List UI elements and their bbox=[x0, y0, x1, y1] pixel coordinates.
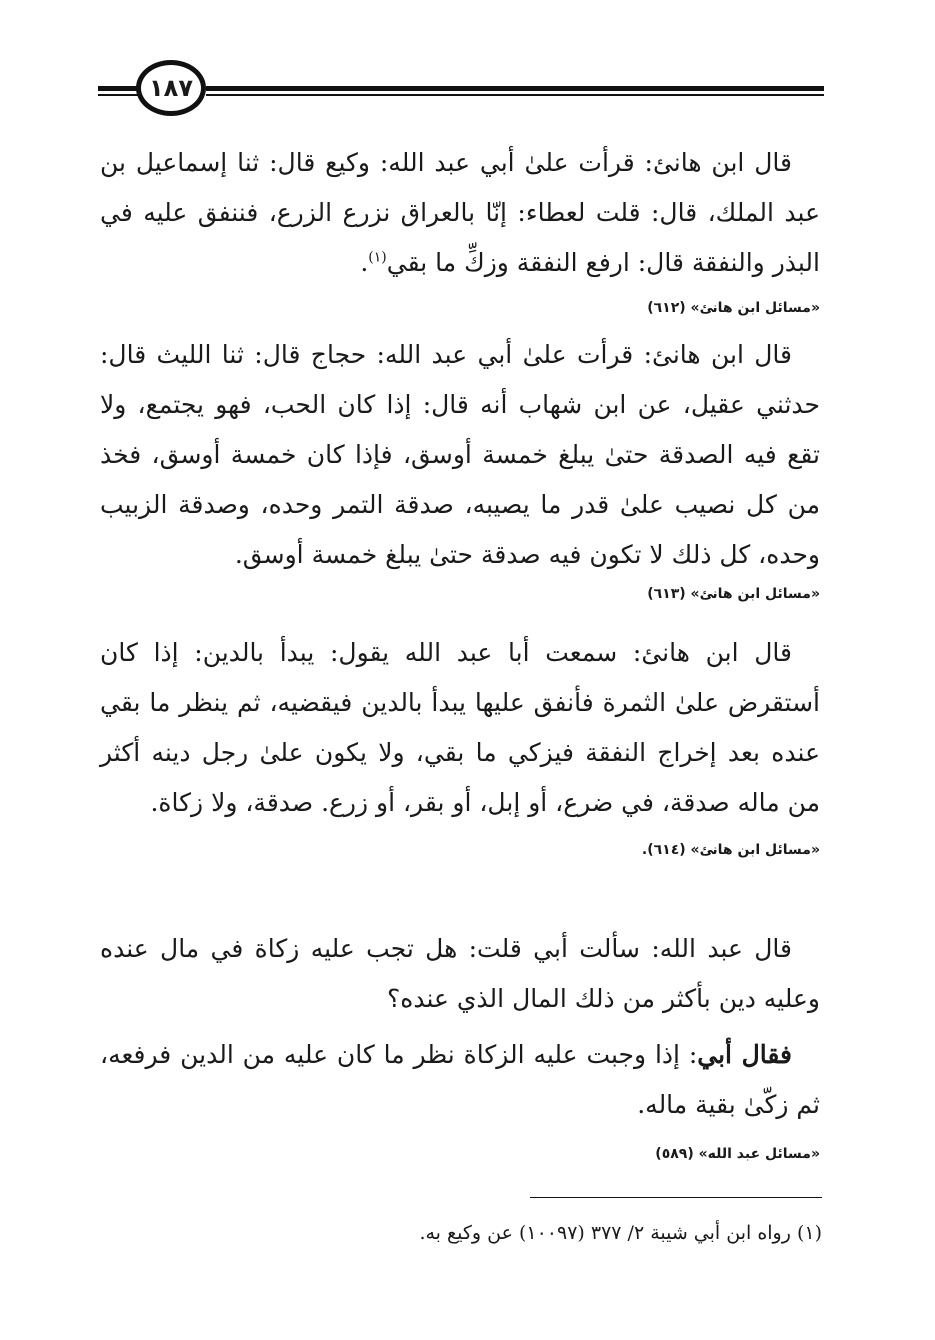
footnote: (١) رواه ابن أبي شيبة ٢/ ٣٧٧ (١٠٠٩٧) عن وكيع به. bbox=[419, 1222, 822, 1244]
paragraph-2: قال ابن هانئ: قرأت علىٰ أبي عبد الله: حجاج قال: ثنا الليث قال: حدثني عقيل، عن ابن شهاب أنه قال: إذا كان الحب، فهو يجتمع، ولا تقع فيه الصدقة حتىٰ يبلغ خمسة أوسق، فإذا كان خمسة أوسق، فخذ من كل نصيب علىٰ قدر ما يصيبه، صدقة التمر وحده، وصدقة الزبيب وحده، كل ذلك لا تكون فيه صدقة حتىٰ يبلغ خمسة أوسق. bbox=[100, 340, 820, 569]
page-number: ١٨٧ bbox=[149, 74, 193, 102]
header-rule-thick bbox=[206, 86, 824, 91]
header-rule-left-thin bbox=[98, 94, 138, 96]
text-block-5 bbox=[100, 1030, 820, 1164]
page-number-badge bbox=[136, 60, 206, 116]
source-citation-1: «مسائل ابن هانئ» (٦١٢) bbox=[647, 300, 820, 316]
header-rule-left-thick bbox=[98, 86, 138, 91]
source-citation-5: «مسائل عبد الله» (٥٨٩) bbox=[655, 1146, 820, 1162]
text-block-1 bbox=[100, 138, 820, 318]
footnote-ref-1[interactable]: (١) bbox=[368, 249, 387, 266]
header-rule-thin bbox=[206, 94, 824, 96]
text-block-4 bbox=[100, 924, 820, 1024]
text-block-3 bbox=[100, 628, 820, 860]
paragraph-5: فقال أبي: إذا وجبت عليه الزكاة نظر ما كان عليه من الدين فرفعه، ثم زكّىٰ بقية ماله. bbox=[100, 1040, 820, 1119]
footnote-divider bbox=[530, 1197, 822, 1198]
paragraph-3: قال ابن هانئ: سمعت أبا عبد الله يقول: يبدأ بالدين: إذا كان أستقرض علىٰ الثمرة فأنفق عليها يبدأ بالدين فيقضيه، ثم ينظر ما بقي عنده بعد إخراج النفقة فيزكي ما بقي، ولا يكون علىٰ رجل دينه أكثر من ماله صدقة، في ضرع، أو إبل، أو بقر، أو زرع. صدقة، ولا زكاة. bbox=[100, 638, 820, 817]
paragraph-4: قال عبد الله: سألت أبي قلت: هل تجب عليه زكاة في مال عنده وعليه دين بأكثر من ذلك المال الذي عنده؟ bbox=[100, 934, 820, 1013]
source-citation-3: «مسائل ابن هانئ» (٦١٤). bbox=[641, 842, 820, 858]
paragraph-1: قال ابن هانئ: قرأت علىٰ أبي عبد الله: وكيع قال: ثنا إسماعيل بن عبد الملك، قال: قلت لعطاء: إنّا بالعراق نزرع الزرع، فننفق عليه في البذر والنفقة قال: ارفع النفقة وزكِّ ما بقي$^{(١)}$. bbox=[100, 148, 820, 277]
source-citation-2: «مسائل ابن هانئ» (٦١٣) bbox=[647, 586, 820, 602]
page-header bbox=[98, 60, 824, 120]
text-block-2 bbox=[100, 330, 820, 604]
speaker-lead: فقال أبي bbox=[697, 1040, 792, 1069]
